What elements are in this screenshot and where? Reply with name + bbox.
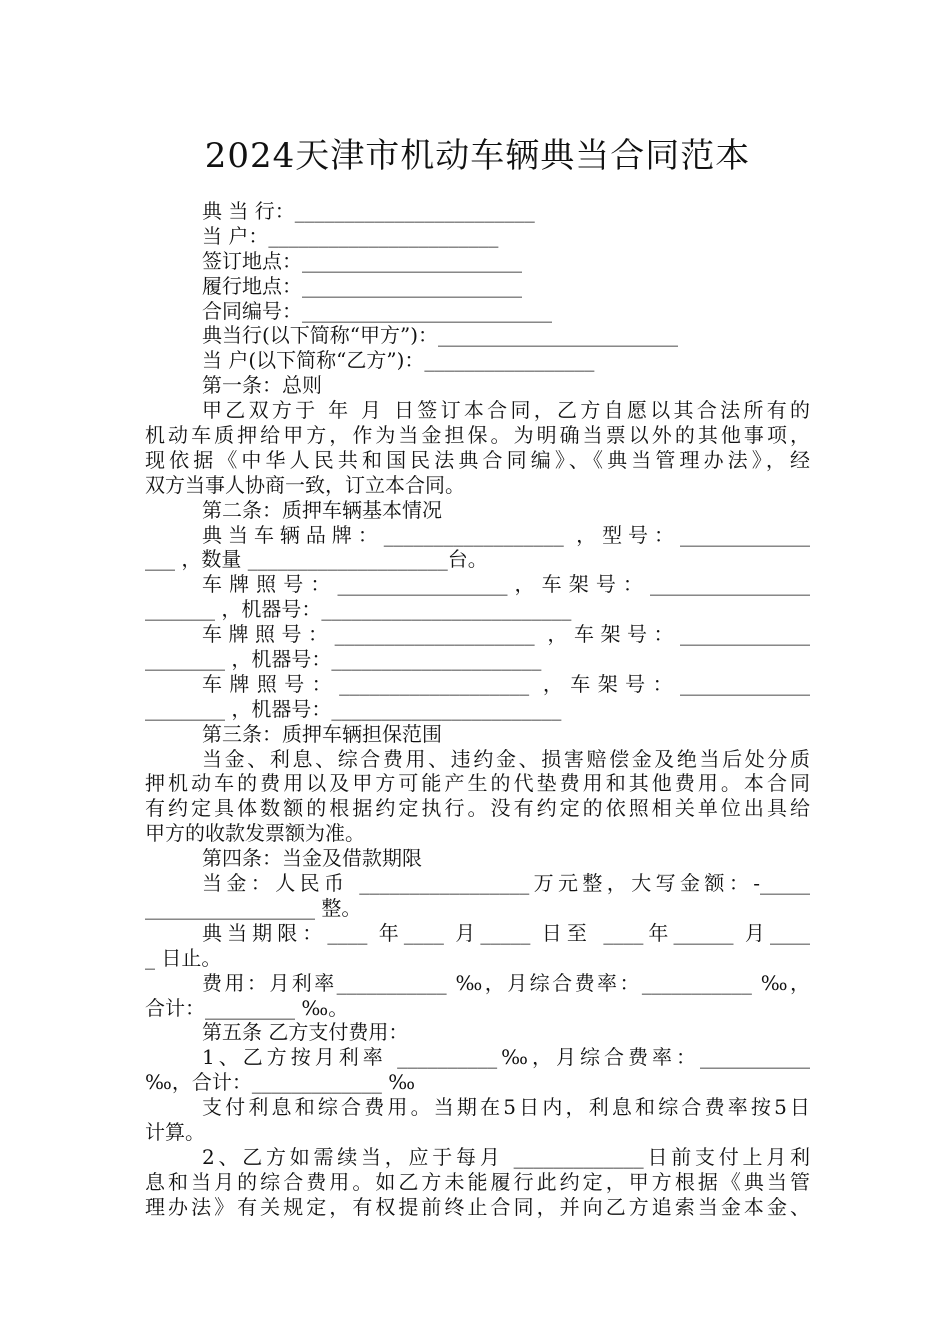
text-line: 当 户(以下简称“乙方”)：_________________: [202, 348, 595, 373]
text-line: 有约定具体数额的根据约定执行。没有约定的依照相关单位出具给: [145, 796, 810, 821]
text-line: 签订地点：______________________: [202, 248, 522, 273]
text-line: 典当车辆品牌：__________________ ，型号：_____________: [202, 522, 810, 547]
text-line: 2、乙方如需续当，应于每月 _____________日前支付上月利: [202, 1144, 810, 1169]
text-line: 支付利息和综合费用。当期在5日内，利息和综合费率按5日: [202, 1095, 810, 1120]
text-line: 第五条 乙方支付费用：: [202, 1020, 409, 1045]
text-line: _________________ 整。: [145, 895, 362, 920]
text-line: 现依据《中华人民共和国民法典合同编》、《典当管理办法》，经: [145, 447, 810, 472]
text-line: 典当行(以下简称“甲方”)：________________________: [202, 323, 679, 348]
document-title: 2024天津市机动车辆典当合同范本: [204, 136, 751, 176]
text-line: ________ ，机器号：_____________________: [145, 647, 542, 672]
text-line: 履行地点：______________________: [202, 273, 522, 298]
text-line: 合同编号：_________________________: [202, 298, 552, 323]
text-line: 甲方的收款发票额为准。: [145, 821, 365, 846]
text-line: 合计：_________ ‰。: [145, 995, 349, 1020]
text-line: 当 户：_______________________: [202, 223, 499, 248]
text-line: 理办法》有关规定，有权提前终止合同，并向乙方追索当金本金、: [145, 1194, 810, 1219]
text-line: 第四条：当金及借款期限: [202, 846, 422, 871]
text-line: 第二条：质押车辆基本情况: [202, 497, 442, 522]
document-body: [145, 199, 810, 1220]
text-line: _ 日止。: [145, 945, 222, 970]
text-line: ‰，合计：_____________ ‰: [145, 1070, 416, 1095]
text-line: 第一条：总则: [202, 373, 322, 398]
text-line: ___ ，数量 ____________________台。: [145, 547, 488, 572]
text-line: 车牌照号：_________________，车架号：________________: [202, 572, 810, 597]
text-line: 机动车质押给甲方，作为当金担保。为明确当票以外的其他事项，: [145, 423, 810, 448]
text-line: 押机动车的费用以及甲方可能产生的代垫费用和其他费用。本合同: [145, 771, 810, 796]
text-line: 1、乙方按月利率 __________‰，月综合费率：___________: [202, 1045, 810, 1070]
text-line: 典 当 行：________________________: [202, 199, 535, 223]
text-line: 双方当事人协商一致，订立本合同。: [145, 472, 465, 497]
text-line: 当金：人民币 _________________万元整，大写金额：-_____: [202, 871, 810, 896]
text-line: ________ ，机器号：_______________________: [145, 696, 562, 721]
text-line: 车牌照号：____________________ ，车架号：_____________: [202, 622, 810, 647]
text-line: 甲乙双方于 年 月 日签订本合同，乙方自愿以其合法所有的: [202, 398, 810, 423]
text-line: _______ ，机器号：_________________________: [145, 597, 572, 622]
text-line: 典当期限：____ 年____ 月_____ 日至 ____年______ 月____: [202, 920, 810, 945]
text-line: 车牌照号：___________________ ，车架号：_____________: [202, 671, 810, 696]
text-line: 计算。: [145, 1119, 205, 1144]
text-line: 息和当月的综合费用。如乙方未能履行此约定，甲方根据《典当管: [145, 1169, 810, 1194]
text-line: 第三条：质押车辆担保范围: [202, 721, 442, 746]
text-line: 费用：月利率___________ ‰，月综合费率：___________ ‰，: [202, 970, 810, 995]
text-line: 当金、利息、综合费用、违约金、损害赔偿金及绝当后处分质: [202, 746, 810, 771]
